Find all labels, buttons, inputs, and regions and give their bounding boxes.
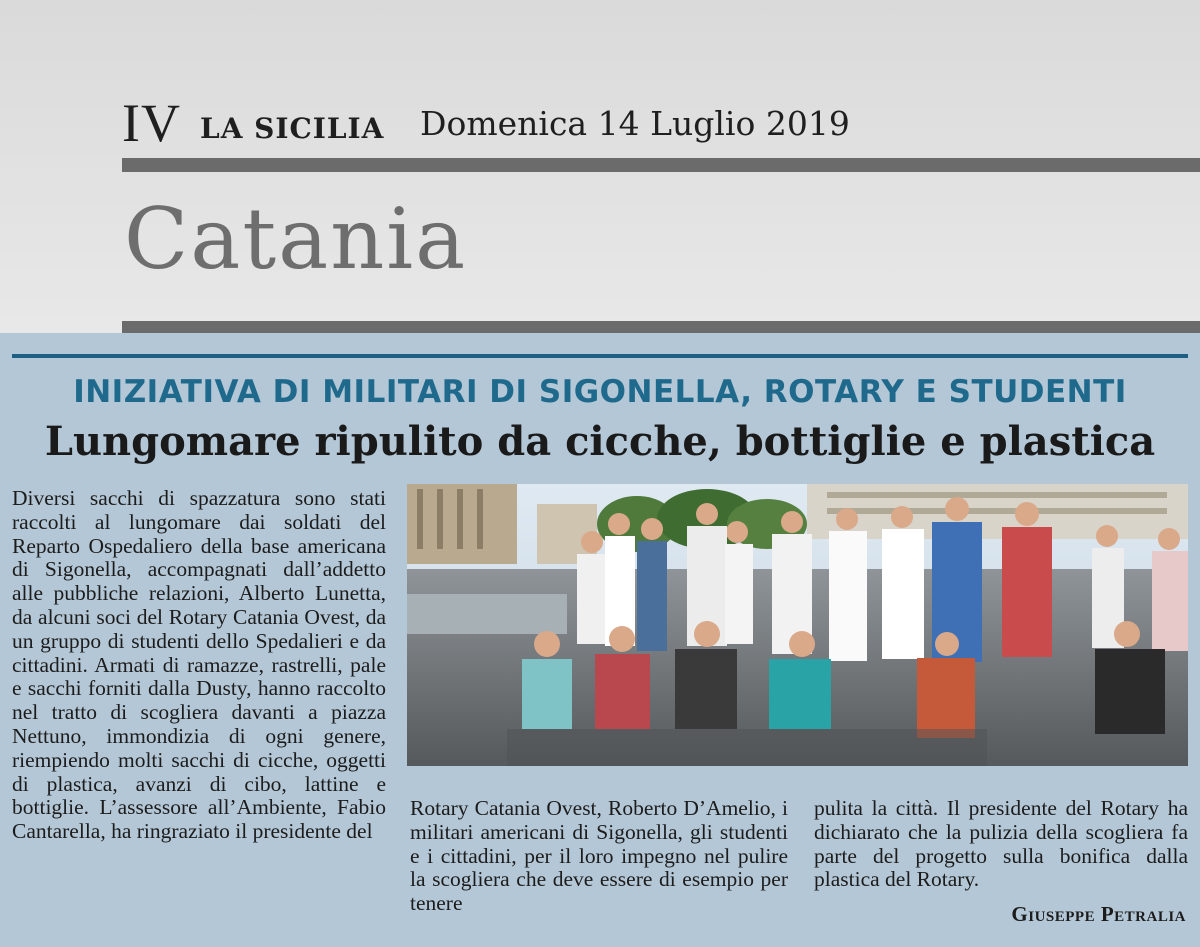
issue-date: Domenica 14 Luglio 2019 <box>420 104 850 143</box>
article-headline: Lungomare ripulito da cicche, bottiglie e plastica <box>44 418 1156 465</box>
masthead <box>0 0 1200 333</box>
group-photo <box>407 484 1188 766</box>
masthead-rule <box>122 158 1200 172</box>
article-column-3: pulita la città. Il presidente del Rotary ha dichiarato che la pulizia della scogliera fa parte del progetto sulla bonifica dalla plastica del Rotary. <box>814 796 1188 892</box>
section-rule <box>122 321 1200 333</box>
article-top-rule <box>12 354 1188 358</box>
article-column-2: Rotary Catania Ovest, Roberto D’Amelio, i militari americani di Sigonella, gli studenti e i cittadini, per il loro impegno nel pulire la scogliera che deve essere di esempio per tenere <box>410 796 788 916</box>
section-title: Catania <box>124 190 468 288</box>
article-column-1: Diversi sacchi di spazzatura sono stati raccolti al lungomare dai soldati del Reparto Ospedaliero della base americana di Sigonella, accompagnati dall’addetto alle pubbliche relazioni, Alberto Lunetta, da alcuni soci del Rotary Catania Ovest, da un gruppo di studenti dello Spedalieri e da cittadini. Armati di ramazze, rastrelli, pale e sacchi forniti dalla Dusty, hanno raccolto nel tratto di scogliera davanti a piazza Nettuno, immondizia di ogni genere, riempiendo molti sacchi di cicche, oggetti di plastica, avanzi di cibo, lattine e bottiglie. L’assessore all’Ambiente, Fabio Cantarella, ha ringraziato il presidente del <box>12 486 386 844</box>
article-byline: Giuseppe Petralia <box>1011 902 1186 926</box>
page-number: IV <box>122 93 181 153</box>
newspaper-name: LA SICILIA <box>200 112 385 145</box>
article-kicker: INIZIATIVA DI MILITARI DI SIGONELLA, ROTARY E STUDENTI <box>73 374 1127 410</box>
